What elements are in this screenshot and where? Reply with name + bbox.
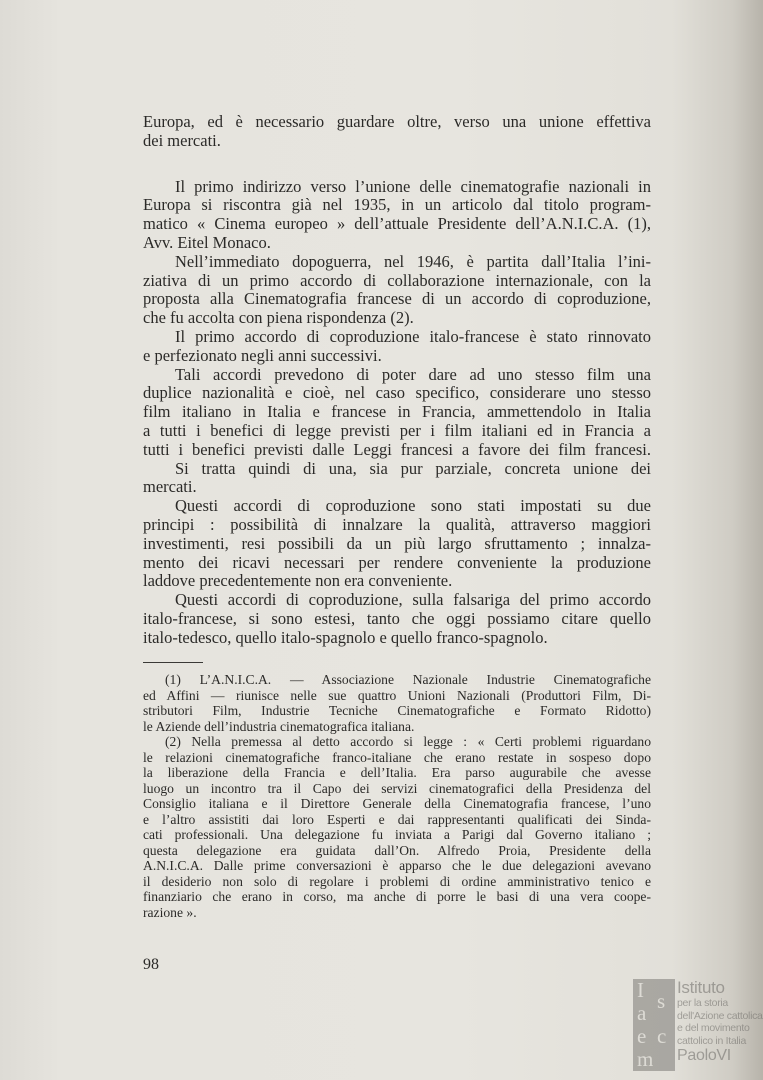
watermark-line: cattolico in Italia (677, 1034, 747, 1047)
watermark-line: e del movimento (677, 1022, 750, 1034)
text-line: Il primo accordo di coproduzione italo-francese è stato rinnovato (175, 327, 651, 346)
text-line: Questi accordi di coproduzione sono stati impostati su due (175, 496, 651, 516)
text-line: italo-tedesco, quello italo-spagnolo e quello franco-spagnolo. (143, 627, 548, 647)
text-line: che fu accolta con piena rispondenza (2). (143, 308, 414, 328)
footnote-line: finanziario che erano in corso, ma anche di porre le basi di una vera coope- (143, 889, 651, 904)
text-line: Il primo indirizzo verso l’unione delle cinematografie nazionali in (175, 176, 651, 196)
text-line: Europa si riscontra già nel 1935, in un articolo dal titolo program- (143, 195, 651, 215)
watermark-line: per la storia (677, 997, 728, 1009)
isacem-watermark-logo (633, 978, 763, 1071)
text-line: film italiano in Italia e francese in Francia, ammettendolo in Italia (143, 402, 651, 422)
footnote-line: il desiderio non solo di regolare i problemi di ordine amministrativo tenico e (143, 873, 651, 889)
text-line: investimenti, resi possibili da un più largo sfruttamento ; innalza- (143, 533, 651, 553)
text-line: laddove precedentemente non era conveniente. (143, 571, 453, 591)
text-line: Si tratta quindi di una, sia pur parziale, concreta unione dei (175, 458, 651, 478)
footnote-line: Consiglio italiana e il Direttore Generale della Cinematografia francese, l’uno (143, 796, 651, 811)
monogram-letter: s (657, 989, 666, 1013)
footnote-line: luogo un incontro tra il Capo dei servizi cinematografici della Presidenza del (143, 780, 651, 796)
footnote-separator (143, 662, 203, 663)
footnote-line: cati professionali. Una delegazione fu inviata a Parigi dal Governo italiano ; (143, 827, 651, 842)
text-line: matico « Cinema europeo » dell’attuale Presidente dell’A.N.I.C.A. (1), (143, 214, 651, 234)
text-line: tutti i benefici previsti dalle Leggi francesi a favore dei film francesi. (143, 439, 651, 459)
monogram-letter: I (637, 978, 644, 1002)
footnote-line: A.N.I.C.A. Dalle prime conversazioni è apparso che le due delegazioni avevano (143, 858, 651, 873)
text-line: e perfezionato negli anni successivi. (143, 345, 382, 365)
text-line: Tali accordi prevedono di poter dare ad uno stesso film una (175, 364, 651, 384)
page-number: 98 (143, 956, 159, 973)
monogram-letter: m (637, 1047, 654, 1071)
footnote-line: le relazioni cinematografiche franco-italiane che erano restate in sospeso dopo (143, 749, 651, 765)
monogram-letter: c (657, 1024, 667, 1048)
text-line: Nell’immediato dopoguerra, nel 1946, è partita dall’Italia l’ini- (175, 251, 651, 271)
footnote-line: ed Affini — riunisce nelle sue quattro Unioni Nazionali (Produttori Film, Di- (143, 687, 651, 703)
footnote-line: la liberazione della Francia e dell’Italia. Era parso augurabile che avesse (143, 765, 651, 780)
watermark-name: PaoloVI (677, 1047, 731, 1064)
footnote-line: e l’altro assistiti dai loro Esperti e dai rappresentanti qualificati dei Sinda- (143, 811, 651, 827)
text-line: mercati. (143, 477, 197, 497)
footnote-line: le Aziende dell’industria cinematografica italiana. (143, 718, 415, 734)
text-line: Avv. Eitel Monaco. (143, 233, 271, 252)
text-line: a tutti i benefici di legge previsti per i film italiani ed in Francia a (143, 421, 651, 440)
text-line: Europa, ed è necessario guardare oltre, verso una unione effettiva (143, 112, 651, 131)
footnote-line: questa delegazione era guidata dall’On. Alfredo Proia, Presidente della (143, 842, 651, 858)
monogram-letter: a (637, 1001, 647, 1025)
watermark-title: Istituto (677, 978, 725, 997)
watermark-line: dell'Azione cattolica (677, 1009, 763, 1022)
text-line: mento dei ricavi necessari per rendere conveniente la produzione (143, 552, 651, 572)
footnote-line: (2) Nella premessa al detto accordo si legge : « Certi problemi riguardano (165, 734, 651, 749)
text-line: italo-francese, si sono estesi, tanto che oggi possiamo citare quello (143, 609, 651, 628)
footnote-line: stributori Film, Industrie Tecniche Cinematografiche e Formato Ridotto) (143, 703, 651, 718)
text-line: ziativa di un primo accordo di collaborazione internazionale, con la (143, 270, 651, 290)
text-line: Questi accordi di coproduzione, sulla falsariga del primo accordo (175, 590, 651, 610)
isacem-monogram (633, 979, 675, 1071)
text-line: duplice nazionalità e cioè, nel caso specifico, considerare uno stesso (143, 383, 651, 403)
monogram-letter: e (637, 1024, 647, 1048)
text-line: proposta alla Cinematografia francese di un accordo di coproduzione, (143, 289, 651, 309)
text-line: principi : possibilità di innalzare la qualità, attraverso maggiori (143, 515, 651, 534)
text-line: dei mercati. (143, 130, 221, 150)
footnote-line: (1) L’A.N.I.C.A. — Associazione Nazionale Industrie Cinematografiche (165, 672, 651, 687)
footnote-line: razione ». (143, 904, 197, 920)
